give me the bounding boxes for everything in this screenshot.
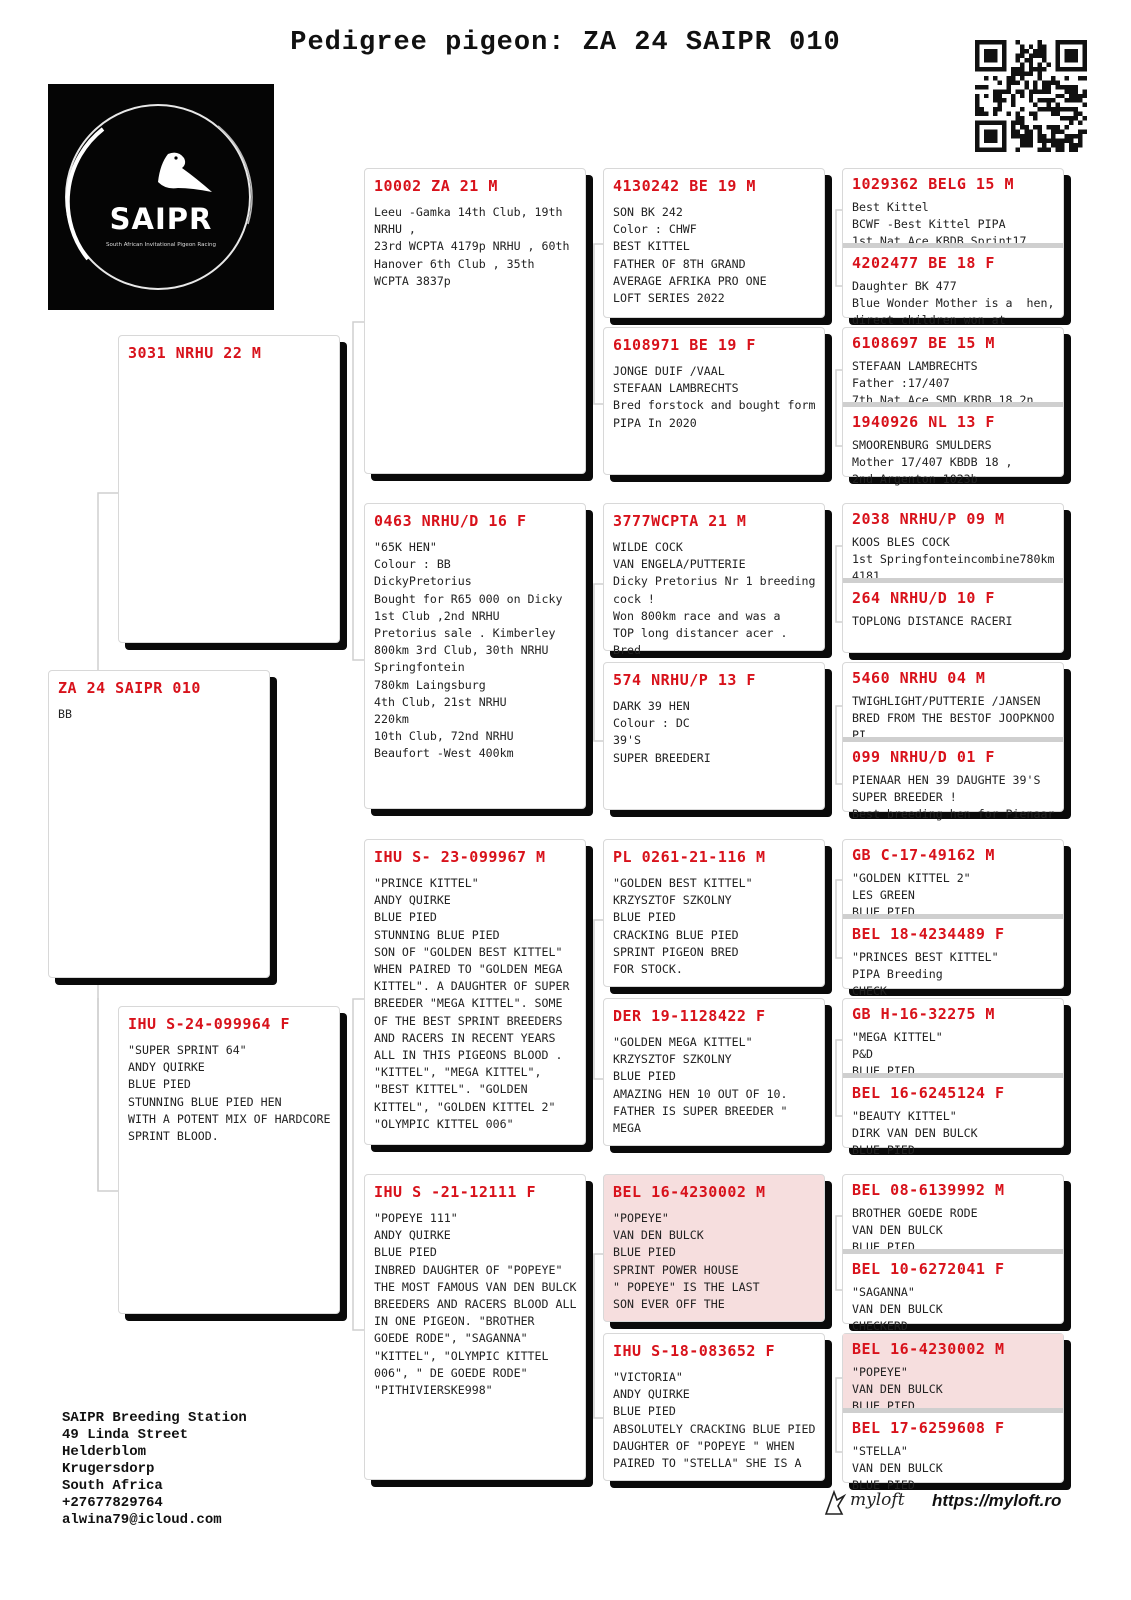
myloft-url-link[interactable]: https://myloft.ro [932, 1491, 1062, 1510]
pigeon-description: "BEAUTY KITTEL" DIRK VAN DEN BULCK BLUE PIED [852, 1109, 978, 1158]
myloft-pigeon-icon [822, 1488, 848, 1518]
gen5-pair-3 [842, 503, 1064, 653]
pigeon-description: "SUPER SPRINT 64" ANDY QUIRKE BLUE PIED STUNNING BLUE PIED HEN WITH A POTENT MIX OF HARDCORE SPRINT BLOOD. [128, 1043, 331, 1144]
ring-number: 099 NRHU/D 01 F [852, 748, 995, 766]
ring-number: 264 NRHU/D 10 F [852, 589, 995, 607]
ring-number: 574 NRHU/P 13 F [613, 671, 756, 689]
myloft-brand: myloft [850, 1490, 905, 1510]
pigeon-description: TWIGHLIGHT/PUTTERIE /JANSEN BRED FROM THE BESTOF JOOPKNOO PI [852, 694, 1055, 743]
ring-number: 5460 NRHU 04 M [852, 669, 986, 687]
grandparent-card-2[interactable] [364, 503, 586, 809]
gen5-pair-2 [842, 327, 1064, 487]
gen5-card-3[interactable] [843, 328, 1063, 408]
great-grandparent-card-2[interactable] [603, 327, 825, 475]
ring-number: IHU S-18-083652 F [613, 1342, 776, 1360]
pigeon-description: "VICTORIA" ANDY QUIRKE BLUE PIED ABSOLUTELY CRACKING BLUE PIED DAUGHTER OF "POPEYE " WHEN PAIRED TO "STELLA" SHE IS A [613, 1370, 816, 1471]
ring-number: IHU S- 23-099967 M [374, 848, 546, 866]
pigeon-description: "POPEYE" VAN DEN BULCK BLUE PIED SPRINT POWER HOUSE " POPEYE" IS THE LAST SON EVER OFF THE [613, 1211, 760, 1312]
gen5-card-5[interactable] [843, 504, 1063, 584]
ring-number: IHU S-24-099964 F [128, 1015, 291, 1033]
great-grandparent-card-5[interactable] [603, 839, 825, 987]
ring-number: 3777WCPTA 21 M [613, 512, 747, 530]
pigeon-description: Leeu -Gamka 14th Club, 19th NRHU , 23rd WCPTA 4179p NRHU , 60th Hanover 6th Club , 35th WCPTA 3837p [374, 205, 570, 288]
gen5-pair-1 [842, 168, 1064, 328]
pigeon-description: "MEGA KITTEL" P&D BLUE PIED [852, 1030, 943, 1079]
pigeon-description: KOOS BLES COCK 1st Springfonteincombine780km 4181 [852, 535, 1055, 584]
saipr-logo [48, 84, 274, 310]
pigeon-description: WILDE COCK VAN ENGELA/PUTTERIE Dicky Pretorius Nr 1 breeding cock ! Won 800km race and was a TOP long distancer acer . Bred [613, 540, 816, 658]
ring-number: IHU S -21-12111 F [374, 1183, 537, 1201]
gen5-card-14[interactable] [843, 1249, 1063, 1334]
breeder-address: SAIPR Breeding Station 49 Linda Street Helderblom Krugersdorp South Africa +27677829764 alwina79@icloud.com [62, 1410, 247, 1528]
gen5-card-10[interactable] [843, 914, 1063, 999]
gen5-card-4[interactable] [843, 402, 1063, 487]
pigeon-description: "GOLDEN MEGA KITTEL" KRZYSZTOF SZKOLNY BLUE PIED AMAZING HEN 10 OUT OF 10. FATHER IS SUPER BREEDER " MEGA [613, 1035, 788, 1136]
ring-number: 10002 ZA 21 M [374, 177, 498, 195]
gen5-card-8[interactable] [843, 737, 1063, 822]
ring-number: PL 0261-21-116 M [613, 848, 766, 866]
gen5-card-6[interactable] [843, 578, 1063, 652]
gen5-card-11[interactable] [843, 999, 1063, 1079]
page-title: Pedigree pigeon: ZA 24 SAIPR 010 [290, 28, 841, 58]
ring-number: DER 19-1128422 F [613, 1007, 766, 1025]
gen5-pair-7 [842, 1174, 1064, 1334]
pigeon-description: DARK 39 HEN Colour : DC 39'S SUPER BREEDERI [613, 699, 711, 765]
ring-number: BEL 10-6272041 F [852, 1260, 1005, 1278]
logo-tagline: South African Invitational Pigeon Racing [105, 242, 217, 248]
pigeon-description: PIENAAR HEN 39 DAUGHTE 39'S SUPER BREEDER ! Best breeding hen for Pienaar [852, 773, 1055, 822]
pigeon-description: STEFAAN LAMBRECHTS Father :17/407 7th Nat Ace SMD KBDB 18 2n [852, 359, 1034, 408]
logo-name: SAIPR [109, 202, 213, 236]
gen5-card-1[interactable] [843, 169, 1063, 249]
pigeon-description: SON BK 242 Color : CHWF BEST KITTEL FATHER OF 8TH GRAND AVERAGE AFRIKA PRO ONE LOFT SERIES 2022 [613, 205, 767, 306]
pigeon-description: "POPEYE" VAN DEN BULCK BLUE PIED [852, 1365, 943, 1414]
great-grandparent-card-1[interactable] [603, 168, 825, 318]
grandparent-card-1[interactable] [364, 168, 586, 474]
pigeon-description: Daughter BK 477 Blue Wonder Mother is a hen, direct children won at [852, 279, 1055, 328]
ring-number: BEL 16-4230002 M [852, 1340, 1005, 1358]
gen5-card-9[interactable] [843, 840, 1063, 920]
gen5-pair-4 [842, 662, 1064, 822]
gen5-card-15[interactable] [843, 1334, 1063, 1414]
pigeon-description: "GOLDEN BEST KITTEL" KRZYSZTOF SZKOLNY BLUE PIED CRACKING BLUE PIED SPRINT PIGEON BRED FOR STOCK. [613, 876, 753, 977]
great-grandparent-card-4[interactable] [603, 662, 825, 810]
pigeon-description: "PRINCE KITTEL" ANDY QUIRKE BLUE PIED STUNNING BLUE PIED SON OF "GOLDEN BEST KITTEL" WHEN PAIRED TO "GOLDEN MEGA KITTEL". A DAUGHTER OF SUPER BREEDER "MEGA KITTEL". SOME OF THE BEST SPRINT BREEDERS AND RACERS IN RECENT YEARS ALL IN THIS PIGEONS BLOOD . "KITTEL", "MEGA KITTEL", "BEST KITTEL". "GOLDEN KITTEL", "GOLDEN KITTEL 2" "OLYMPIC KITTEL 006" [374, 876, 570, 1131]
gen5-pair-6 [842, 998, 1064, 1158]
gen5-card-13[interactable] [843, 1175, 1063, 1255]
sire-card[interactable] [118, 335, 340, 643]
ring-number: 2038 NRHU/P 09 M [852, 510, 1005, 528]
pigeon-description: JONGE DUIF /VAAL STEFAAN LAMBRECHTS Bred forstock and bought form PIPA In 2020 [613, 364, 816, 430]
gen5-card-2[interactable] [843, 243, 1063, 328]
ring-number: 6108697 BE 15 M [852, 334, 995, 352]
pigeon-description: Best Kittel BCWF -Best Kittel PIPA 1st Nat Ace KBDB Sprint17 [852, 200, 1027, 249]
ring-number: BEL 16-4230002 M [613, 1183, 766, 1201]
ring-number: BEL 18-4234489 F [852, 925, 1005, 943]
grandparent-card-4[interactable] [364, 1174, 586, 1480]
grandparent-card-3[interactable] [364, 839, 586, 1145]
gen5-card-16[interactable] [843, 1408, 1063, 1493]
pigeon-logo-icon [48, 84, 274, 310]
ring-number: 3031 NRHU 22 M [128, 344, 262, 362]
pigeon-description: "GOLDEN KITTEL 2" LES GREEN BLUE PIED [852, 871, 971, 920]
qr-code-icon [975, 40, 1087, 152]
ring-number: 6108971 BE 19 F [613, 336, 756, 354]
pigeon-description: SMOORENBURG SMULDERS Mother 17/407 KBDB 18 , 2nd Argenton 1023b [852, 438, 1013, 487]
great-grandparent-card-7[interactable] [603, 1174, 825, 1322]
pigeon-description: "SAGANNA" VAN DEN BULCK CHECKERD [852, 1285, 943, 1334]
dam-card[interactable] [118, 1006, 340, 1314]
pigeon-description: "STELLA" VAN DEN BULCK BLUE PIED [852, 1444, 943, 1493]
ring-number: BEL 08-6139992 M [852, 1181, 1005, 1199]
pigeon-description: TOPLONG DISTANCE RACERI [852, 614, 1013, 628]
subject-card[interactable] [48, 670, 270, 978]
pigeon-description: BB [58, 707, 72, 721]
ring-number: 0463 NRHU/D 16 F [374, 512, 527, 530]
ring-number: BEL 16-6245124 F [852, 1084, 1005, 1102]
ring-number: 4202477 BE 18 F [852, 254, 995, 272]
ring-number: 1940926 NL 13 F [852, 413, 995, 431]
great-grandparent-card-6[interactable] [603, 998, 825, 1146]
gen5-card-12[interactable] [843, 1073, 1063, 1158]
pigeon-description: BROTHER GOEDE RODE VAN DEN BULCK BLUE PIED [852, 1206, 978, 1255]
great-grandparent-card-8[interactable] [603, 1333, 825, 1481]
ring-number: 4130242 BE 19 M [613, 177, 756, 195]
gen5-card-7[interactable] [843, 663, 1063, 743]
ring-number: ZA 24 SAIPR 010 [58, 679, 201, 697]
pigeon-description: "PRINCES BEST KITTEL" PIPA Breeding CHECK [852, 950, 999, 999]
gen5-pair-5 [842, 839, 1064, 999]
ring-number: 1029362 BELG 15 M [852, 175, 1015, 193]
pigeon-description: "POPEYE 111" ANDY QUIRKE BLUE PIED INBRED DAUGHTER OF "POPEYE" THE MOST FAMOUS VAN DEN BULCK BREEDERS AND RACERS BLOOD ALL IN ONE PIGEON. "BROTHER GOEDE RODE", "SAGANNA" "KITTEL", "OLYMPIC KITTEL 006", " DE GOEDE RODE" "PITHIVIERSKE998" [374, 1211, 577, 1398]
ring-number: BEL 17-6259608 F [852, 1419, 1005, 1437]
ring-number: GB C-17-49162 M [852, 846, 995, 864]
pigeon-description: "65K HEN" Colour : BB DickyPretorius Bought for R65 000 on Dicky 1st Club ,2nd NRHU Pretorius sale . Kimberley 800km 3rd Club, 30th NRHU Springfontein 780km Laingsburg 4th Club, 21st NRHU 220km 10th Club, 72nd NRHU Beaufort -West 400km [374, 540, 563, 761]
gen5-pair-8 [842, 1333, 1064, 1493]
ring-number: GB H-16-32275 M [852, 1005, 995, 1023]
great-grandparent-card-3[interactable] [603, 503, 825, 658]
